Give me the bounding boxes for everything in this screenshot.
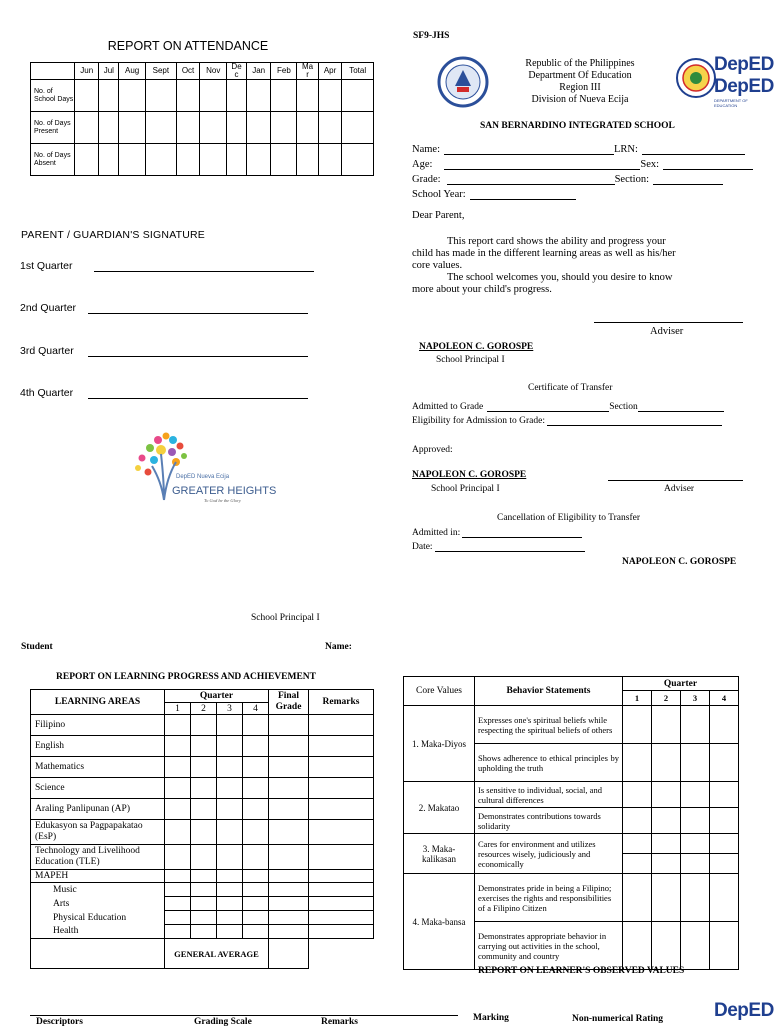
admitted-grade-field[interactable] bbox=[487, 402, 609, 412]
signature-row-q1 bbox=[20, 260, 314, 272]
eligibility-row: Eligibility for Admission to Grade: bbox=[412, 416, 722, 426]
deped-seal-icon bbox=[437, 56, 489, 108]
eligibility-field[interactable] bbox=[547, 416, 722, 426]
core-value-row bbox=[404, 834, 739, 854]
month-cell: Ma r bbox=[297, 63, 318, 80]
grade-field[interactable] bbox=[447, 175, 615, 185]
learning-row: Araling Panlipunan (AP) bbox=[31, 799, 374, 820]
col-core-values: Core Values bbox=[404, 677, 475, 706]
general-average-label: GENERAL AVERAGE bbox=[165, 939, 269, 969]
learning-row: Physical Education bbox=[31, 911, 374, 925]
adviser-signature-line[interactable] bbox=[594, 322, 743, 323]
form-code: SF9-JHS bbox=[413, 31, 450, 41]
quarter-label: 4th Quarter bbox=[20, 387, 74, 399]
attendance-row bbox=[31, 80, 374, 112]
deped-tagline: DEPARTMENT OF EDUCATION bbox=[714, 98, 748, 108]
tree-icon bbox=[128, 428, 277, 512]
adviser-label: Adviser bbox=[650, 326, 684, 337]
descriptors-label: Descriptors bbox=[36, 1017, 83, 1027]
month-cell: Oct bbox=[176, 63, 200, 80]
student-age-row bbox=[412, 159, 753, 170]
month-cell: Apr bbox=[318, 63, 342, 80]
month-cell: Total bbox=[342, 63, 374, 80]
cancellation-principal-name: NAPOLEON C. GOROSPE bbox=[622, 557, 737, 567]
learning-row: Science bbox=[31, 778, 374, 799]
school-year-row bbox=[412, 189, 576, 200]
name-field[interactable] bbox=[444, 145, 614, 155]
month-cell: Jan bbox=[246, 63, 270, 80]
name-label: Name: bbox=[412, 144, 440, 155]
transfer-adviser-label: Adviser bbox=[664, 484, 695, 494]
section-field[interactable] bbox=[653, 175, 723, 185]
transfer-adviser-line[interactable] bbox=[608, 480, 743, 481]
core-value-name: 4. Maka-bansa bbox=[404, 874, 475, 970]
logo-text-3: To God be the Glory bbox=[204, 498, 241, 503]
admitted-in-row: Admitted in: bbox=[412, 528, 582, 538]
quarter-label: 1st Quarter bbox=[20, 260, 73, 272]
cv-col-quarter: Quarter bbox=[623, 677, 739, 691]
core-value-name: 3. Maka-kalikasan bbox=[404, 834, 475, 874]
transfer-section-field[interactable] bbox=[638, 402, 724, 412]
learning-row: Edukasyon sa Pagpapakatao (EsP) bbox=[31, 820, 374, 845]
learning-row: Health bbox=[31, 925, 374, 939]
sex-field[interactable] bbox=[663, 160, 753, 170]
department-text: Department Of Education bbox=[528, 70, 632, 81]
logo-text-2: GREATER HEIGHTS bbox=[172, 485, 277, 497]
behavior-statement: Demonstrates pride in being a Filipino; exercises the rights and responsibilities of a Filipino Citizen bbox=[475, 874, 623, 922]
deped-logo-text: DepED bbox=[714, 54, 774, 75]
month-cell: Sept bbox=[146, 63, 177, 80]
learning-row: Mathematics bbox=[31, 757, 374, 778]
parent-signature-title: PARENT / GUARDIAN'S SIGNATURE bbox=[21, 229, 205, 241]
age-label: Age: bbox=[412, 159, 433, 170]
col-learning-areas: LEARNING AREAS bbox=[31, 690, 165, 715]
sex-label: Sex: bbox=[640, 159, 660, 170]
lrn-field[interactable] bbox=[642, 145, 745, 155]
attendance-row bbox=[31, 112, 374, 144]
section-label: Section: bbox=[614, 174, 649, 185]
learning-row: Music bbox=[31, 883, 374, 897]
division-text: Division of Nueva Ecija bbox=[531, 94, 629, 105]
signature-line[interactable] bbox=[88, 389, 308, 399]
signature-row-q2 bbox=[20, 302, 308, 314]
school-name: SAN BERNARDINO INTEGRATED SCHOOL bbox=[480, 121, 675, 131]
letter-greeting: Dear Parent, bbox=[412, 210, 465, 221]
transfer-principal-name: NAPOLEON C. GOROSPE bbox=[412, 470, 527, 480]
date-field[interactable] bbox=[435, 542, 585, 552]
learning-row: MAPEH bbox=[31, 870, 374, 883]
behavior-statement: Expresses one's spiritual beliefs while respecting the spiritual beliefs of others bbox=[475, 706, 623, 744]
col-remarks: Remarks bbox=[309, 690, 374, 715]
month-cell: Aug bbox=[119, 63, 146, 80]
bottom-rule bbox=[30, 1015, 458, 1016]
col-behavior: Behavior Statements bbox=[475, 677, 623, 706]
non-numerical-label: Non-numerical Rating bbox=[572, 1014, 664, 1024]
principal-title: School Principal I bbox=[436, 355, 505, 365]
date-row: Date: bbox=[412, 542, 585, 552]
attendance-row-label: No. of Days Absent bbox=[31, 144, 75, 176]
school-year-field[interactable] bbox=[470, 190, 576, 200]
behavior-statement: Cares for environment and utilizes resources wisely, judiciously and economically bbox=[475, 834, 623, 874]
principal-name: NAPOLEON C. GOROSPE bbox=[419, 342, 534, 352]
grade-label: Grade: bbox=[412, 174, 441, 185]
school-year-label: School Year: bbox=[412, 189, 466, 200]
quarter-number: 3 bbox=[217, 703, 243, 715]
behavior-statement: Shows adherence to ethical principles by upholding the truth bbox=[475, 744, 623, 782]
col-final-grade: Final Grade bbox=[269, 690, 309, 715]
attendance-row bbox=[31, 144, 374, 176]
quarter-number: 1 bbox=[165, 703, 191, 715]
observed-values-footer: REPORT ON LEARNER'S OBSERVED VALUES bbox=[478, 966, 685, 976]
region-text: Region III bbox=[559, 82, 601, 93]
deped-logo-text-2: DepED bbox=[714, 76, 774, 97]
behavior-statement: Is sensitive to individual, social, and cultural differences bbox=[475, 782, 623, 808]
general-average-row bbox=[31, 939, 374, 969]
attendance-row-label: No. of Days Present bbox=[31, 112, 75, 144]
core-values-table: Core Values Behavior Statements Quarter 1 2 3 4 1. Maka-Diyos Expresses one's spiritual beliefs while respecting the spiritual beliefs of others Shows adherence to ethical principles by upholding the truth 2. Makatao Is sensitive to individual, social, and cultural differences Demonstrates contributions towards solidarity 3. Maka-kalikasan Cares for environment and utilizes resources wisely, judiciously and economically 4. Maka-bansa Demonstrates pride in being a Filipino; exercises the rights and responsibilities of a Filipino Citizen Demonstrates appropriate behavior in carrying out activities in the school, community and country bbox=[403, 676, 739, 970]
grading-scale-label: Grading Scale bbox=[194, 1017, 252, 1027]
transfer-principal-title: School Principal I bbox=[431, 484, 500, 494]
approved-label: Approved: bbox=[412, 445, 453, 455]
logo-text-1: DepED Nueva Ecija bbox=[176, 474, 230, 480]
attendance-title: REPORT ON ATTENDANCE bbox=[107, 39, 269, 53]
col-quarter: Quarter bbox=[165, 690, 269, 703]
greater-heights-logo bbox=[128, 428, 277, 512]
lrn-label: LRN: bbox=[614, 144, 638, 155]
deped-logo bbox=[714, 54, 774, 108]
republic-text: Republic of the Philippines bbox=[525, 58, 635, 69]
cancellation-title: Cancellation of Eligibility to Transfer bbox=[497, 513, 641, 523]
quarter-number: 4 bbox=[243, 703, 269, 715]
core-value-row bbox=[404, 874, 739, 922]
learning-row: Filipino bbox=[31, 715, 374, 736]
student-grade-row bbox=[412, 174, 723, 185]
quarter-label: 3rd Quarter bbox=[20, 345, 74, 357]
learning-title: REPORT ON LEARNING PROGRESS AND ACHIEVEMENT bbox=[56, 672, 316, 682]
signature-line[interactable] bbox=[88, 347, 308, 357]
marking-label: Marking bbox=[473, 1013, 509, 1023]
middle-principal-title: School Principal I bbox=[251, 613, 320, 623]
student-label: Student bbox=[21, 642, 53, 652]
learning-areas-table bbox=[30, 689, 374, 969]
middle-name-label: Name: bbox=[325, 642, 352, 652]
remarks-label: Remarks bbox=[321, 1017, 358, 1027]
learning-row: Arts bbox=[31, 897, 374, 911]
school-header bbox=[500, 58, 660, 106]
signature-line[interactable] bbox=[88, 304, 308, 314]
admitted-grade-row: Admitted to Grade Section bbox=[412, 402, 724, 412]
core-value-name: 1. Maka-Diyos bbox=[404, 706, 475, 782]
admitted-in-field[interactable] bbox=[462, 528, 582, 538]
signature-row-q4 bbox=[20, 387, 308, 399]
quarter-number: 2 bbox=[191, 703, 217, 715]
learning-row: English bbox=[31, 736, 374, 757]
quarter-label: 2nd Quarter bbox=[20, 302, 77, 314]
month-cell: Feb bbox=[271, 63, 297, 80]
letter-body: This report card shows the ability and progress your child has made in the different learning areas as well as his/her core values. The school welcomes you, should you desire to know more about your child's progress. bbox=[412, 236, 676, 295]
age-field[interactable] bbox=[444, 160, 640, 170]
core-value-row bbox=[404, 782, 739, 808]
attendance-table bbox=[30, 62, 374, 176]
attendance-row-label: No. of School Days bbox=[31, 80, 75, 112]
month-cell: De c bbox=[227, 63, 247, 80]
signature-row-q3 bbox=[20, 345, 308, 357]
behavior-statement: Demonstrates appropriate behavior in carrying out activities in the school, community and country bbox=[475, 922, 623, 970]
behavior-statement: Demonstrates contributions towards solidarity bbox=[475, 808, 623, 834]
school-seal-icon bbox=[676, 56, 716, 100]
transfer-title: Certificate of Transfer bbox=[528, 383, 613, 393]
attendance-header-row bbox=[31, 63, 374, 80]
signature-line[interactable] bbox=[94, 262, 314, 272]
deped-logo-bottom: DepED bbox=[714, 1000, 774, 1021]
learning-row: Technology and Livelihood Education (TLE) bbox=[31, 845, 374, 870]
month-cell: Jun bbox=[75, 63, 99, 80]
month-cell: Jul bbox=[99, 63, 119, 80]
core-value-name: 2. Makatao bbox=[404, 782, 475, 834]
month-cell: Nov bbox=[200, 63, 227, 80]
core-value-row bbox=[404, 706, 739, 744]
student-name-row bbox=[412, 144, 745, 155]
